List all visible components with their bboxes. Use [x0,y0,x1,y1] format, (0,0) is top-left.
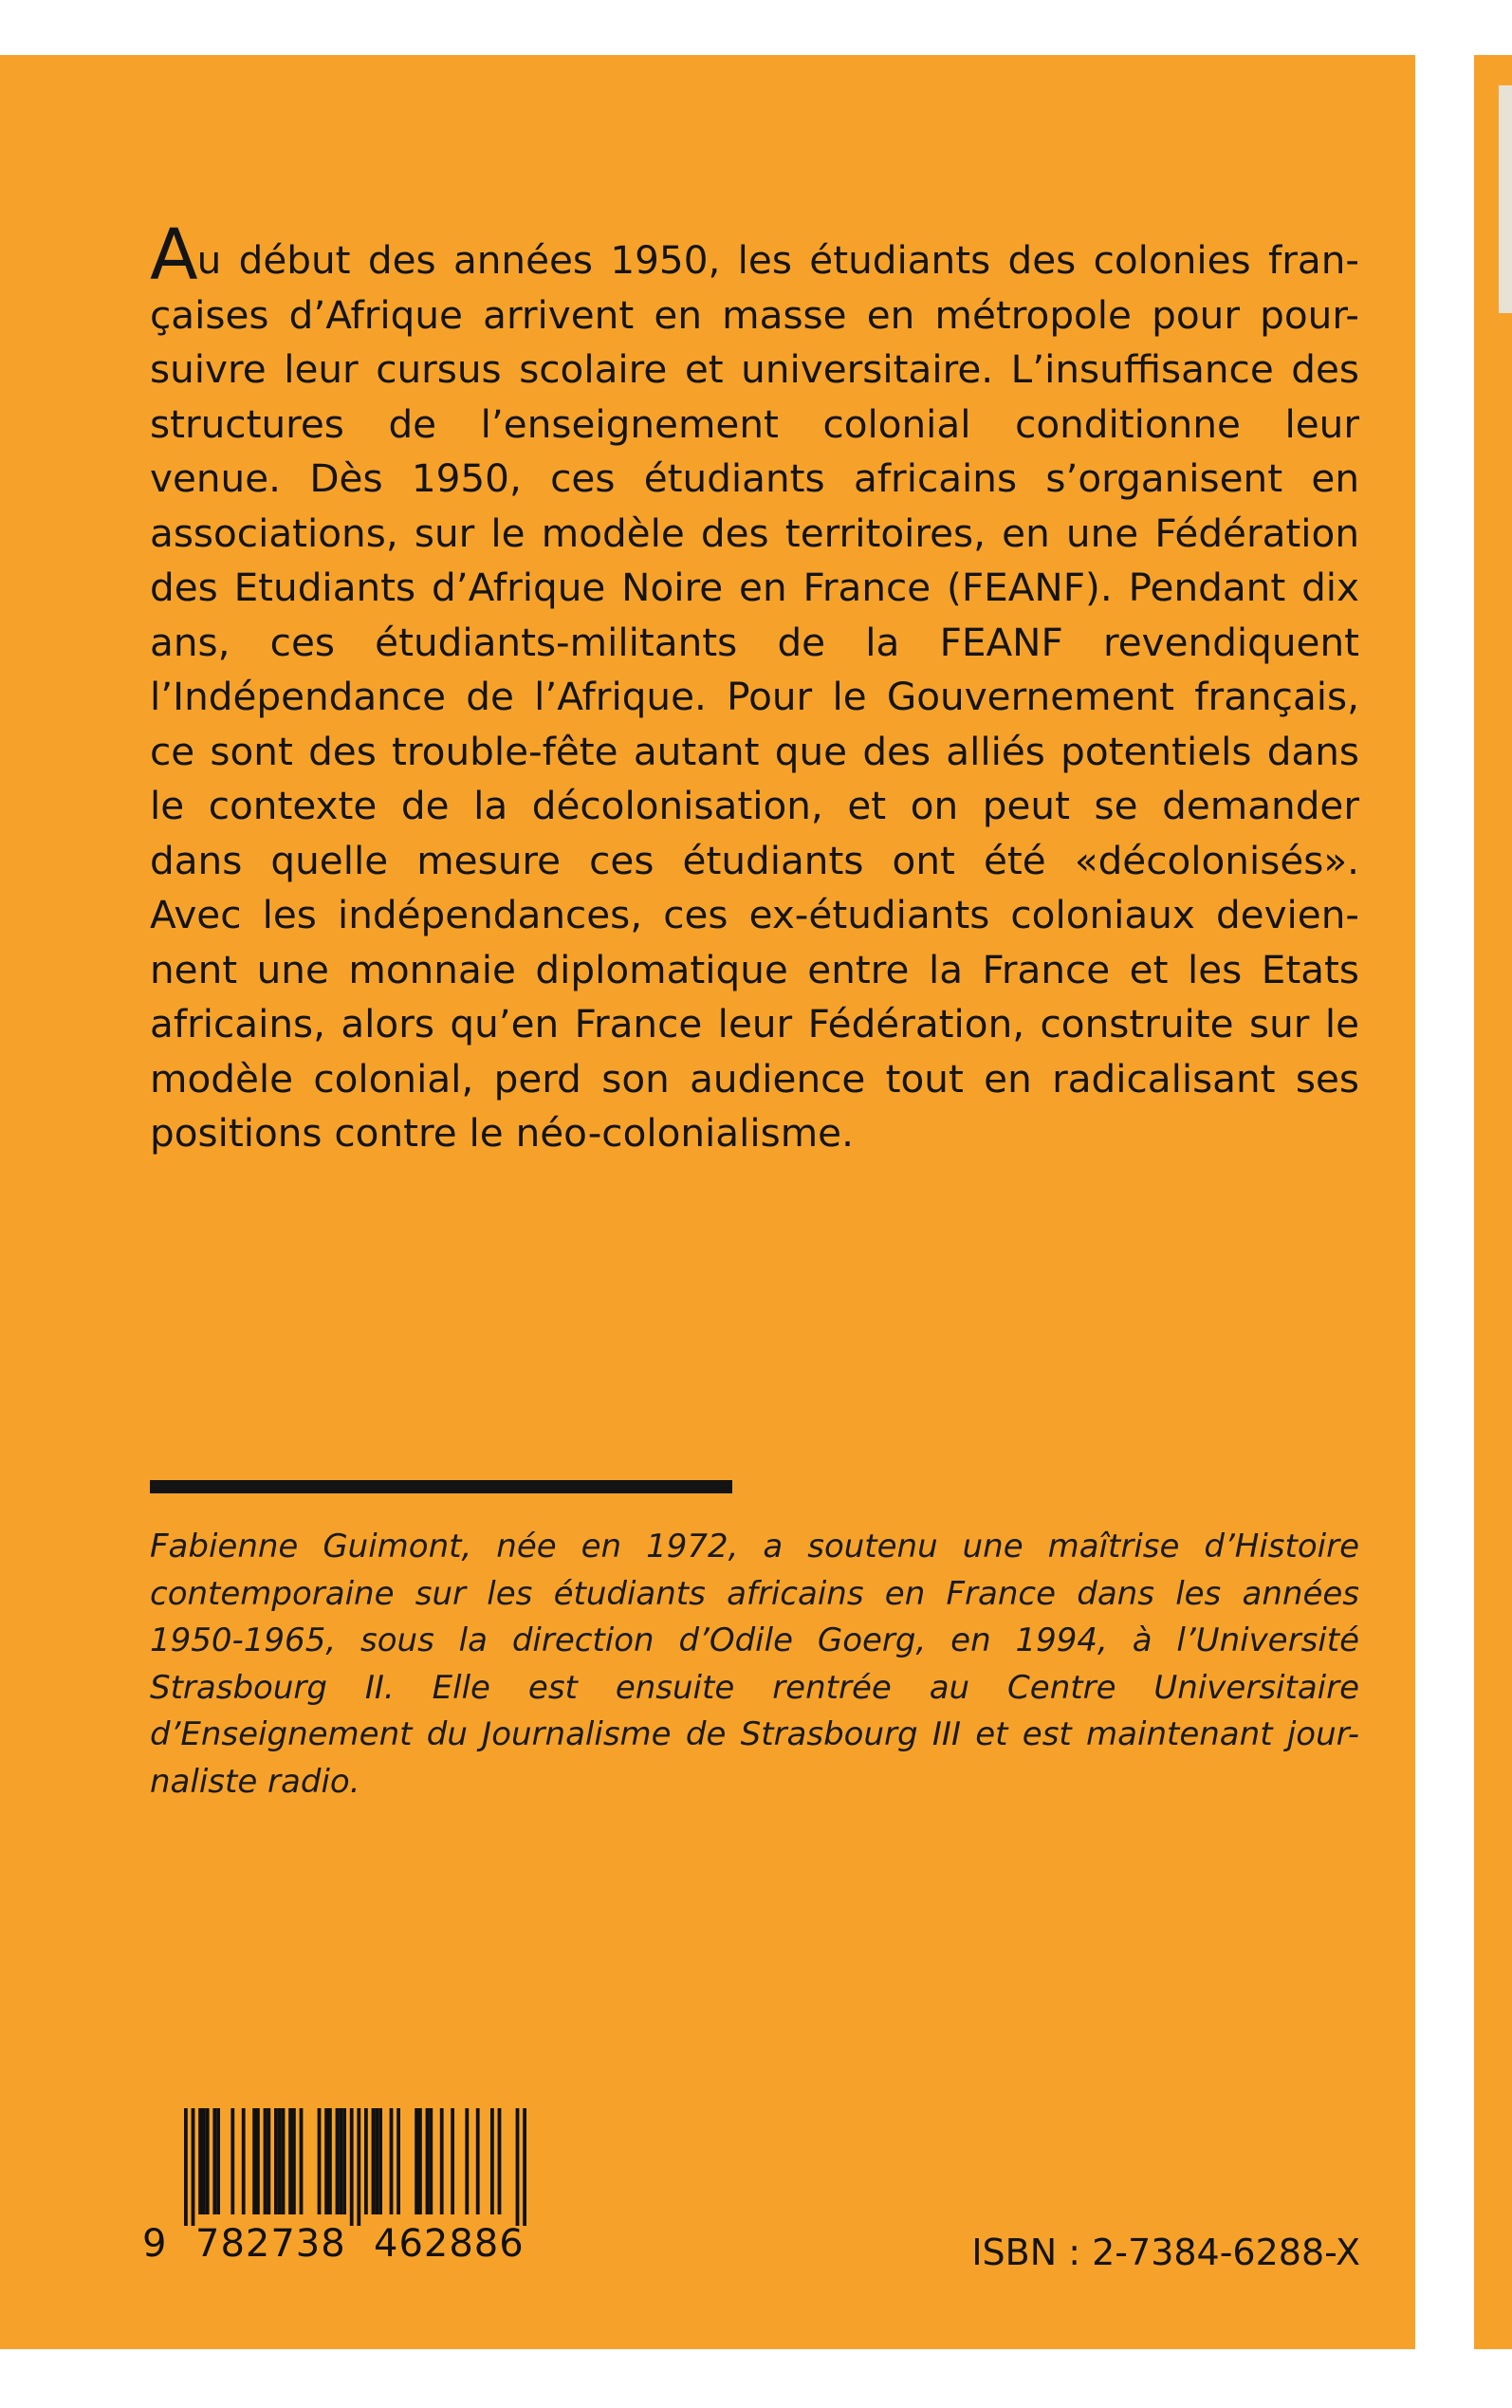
summary-line: venue. Dès 1950, ces étudiants africains s’organisent en [150,455,1359,501]
summary-line: l’Indépendance de l’Afrique. Pour le Gouvernement français, [150,674,1359,719]
barcode-bars [142,2108,579,2226]
barcode-bar [476,2108,480,2214]
barcode [142,2108,579,2269]
barcode-bar [415,2108,418,2214]
barcode-bar [465,2108,469,2214]
barcode-bar [184,2108,188,2226]
barcode-bar [198,2108,202,2214]
barcode-digits [142,2222,579,2269]
summary-line: ans, ces étudiants-militants de la FEANF revendiquent [150,619,1359,665]
summary-line: associations, sur le modèle des territoires, en une Fédération [150,509,1359,556]
barcode-bar [267,2108,270,2214]
barcode-bar [274,2108,278,2214]
summary-line: africains, alors qu’en France leur Fédération, construite sur le [150,1001,1359,1047]
summary-line: modèle colonial, perd son audience tout en radicalisant ses [150,1055,1359,1102]
barcode-bar [288,2108,292,2214]
barcode-bar [202,2108,206,2214]
bio-line: d’Enseignement du Journalisme de Strasbourg III et est maintenant jour- [150,1715,1359,1753]
bio-line: contemporaine sur les étudiants africains en France dans les années [150,1574,1359,1613]
barcode-bar [418,2108,422,2214]
bio-line: naliste radio. [150,1762,360,1801]
barcode-bar [336,2108,340,2214]
barcode-bar [192,2108,195,2226]
barcode-bar [426,2108,430,2214]
barcode-right-group: 462886 [374,2222,525,2266]
drop-cap: A [150,214,198,296]
barcode-left-group: 782738 [195,2222,346,2266]
barcode-bar [440,2108,444,2214]
bio-line: Fabienne Guimont, née en 1972, a soutenu une maîtrise d’Histoire [150,1528,1359,1565]
barcode-bar [357,2108,360,2226]
barcode-bar [242,2108,246,2214]
barcode-bar [342,2108,346,2214]
summary-line: positions contre le néo-colonialisme. [150,1110,854,1156]
summary-line: çaises d’Afrique arrivent en masse en métropole pour pour- [150,291,1359,338]
barcode-bar [252,2108,256,2214]
barcode-bar [318,2108,322,2214]
barcode-bar [451,2108,454,2214]
barcode-bar [256,2108,260,2214]
barcode-bar [498,2108,502,2214]
adjacent-cover-edge [1474,55,1512,2349]
barcode-bar [206,2108,210,2214]
barcode-bar [292,2108,296,2214]
barcode-bar [212,2108,216,2214]
barcode-bar [264,2108,267,2214]
barcode-bar [516,2108,520,2226]
adjacent-cover-photo-edge [1499,85,1512,313]
barcode-bar [523,2108,526,2226]
barcode-bar [282,2108,286,2214]
barcode-bar [364,2108,368,2214]
author-bio [150,1524,1359,1806]
barcode-bar [324,2108,328,2214]
barcode-bar [396,2108,400,2214]
barcode-bar [300,2108,304,2214]
barcode-bar [339,2108,342,2214]
barcode-bar [328,2108,332,2214]
bio-line: 1950-1965, sous la direction d’Odile Goerg, en 1994, à l’Université [150,1621,1359,1659]
barcode-bar [350,2108,354,2226]
summary-line: le contexte de la décolonisation, et on peut se demander [150,783,1359,828]
barcode-bar [429,2108,433,2214]
barcode-first-digit: 9 [142,2222,167,2266]
barcode-bar [390,2108,394,2214]
isbn: ISBN : 2-7384-6288-X [971,2232,1360,2273]
bio-line: Strasbourg II. Elle est ensuite rentrée au Centre Universitaire [150,1668,1359,1707]
summary-line: Au début des années 1950, les étudiants des colonies fran- [150,214,1359,296]
barcode-bar [216,2108,220,2214]
summary-text [150,214,1359,1161]
barcode-bar [490,2108,494,2214]
summary-line: suivre leur cursus scolaire et universitaire. L’insuffisance des [150,346,1359,392]
barcode-bar [372,2108,376,2214]
barcode-bar [378,2108,382,2214]
summary-line: ce sont des trouble-fête autant que des alliés potentiels dans [150,728,1359,774]
barcode-bar [230,2108,234,2214]
summary-line: nent une monnaie diplomatique entre la France et les Etats [150,946,1359,992]
barcode-bar [375,2108,378,2214]
summary-line: dans quelle mesure ces étudiants ont été «décolonisés». [150,837,1359,883]
separator-rule [150,1480,732,1493]
summary-line: des Etudiants d’Afrique Noire en France (FEANF). Pendant dix [150,565,1359,610]
summary-line: structures de l’enseignement colonial conditionne leur [150,400,1359,447]
barcode-bar [278,2108,282,2214]
summary-line: Avec les indépendances, ces ex-étudiants coloniaux devien- [150,892,1359,937]
